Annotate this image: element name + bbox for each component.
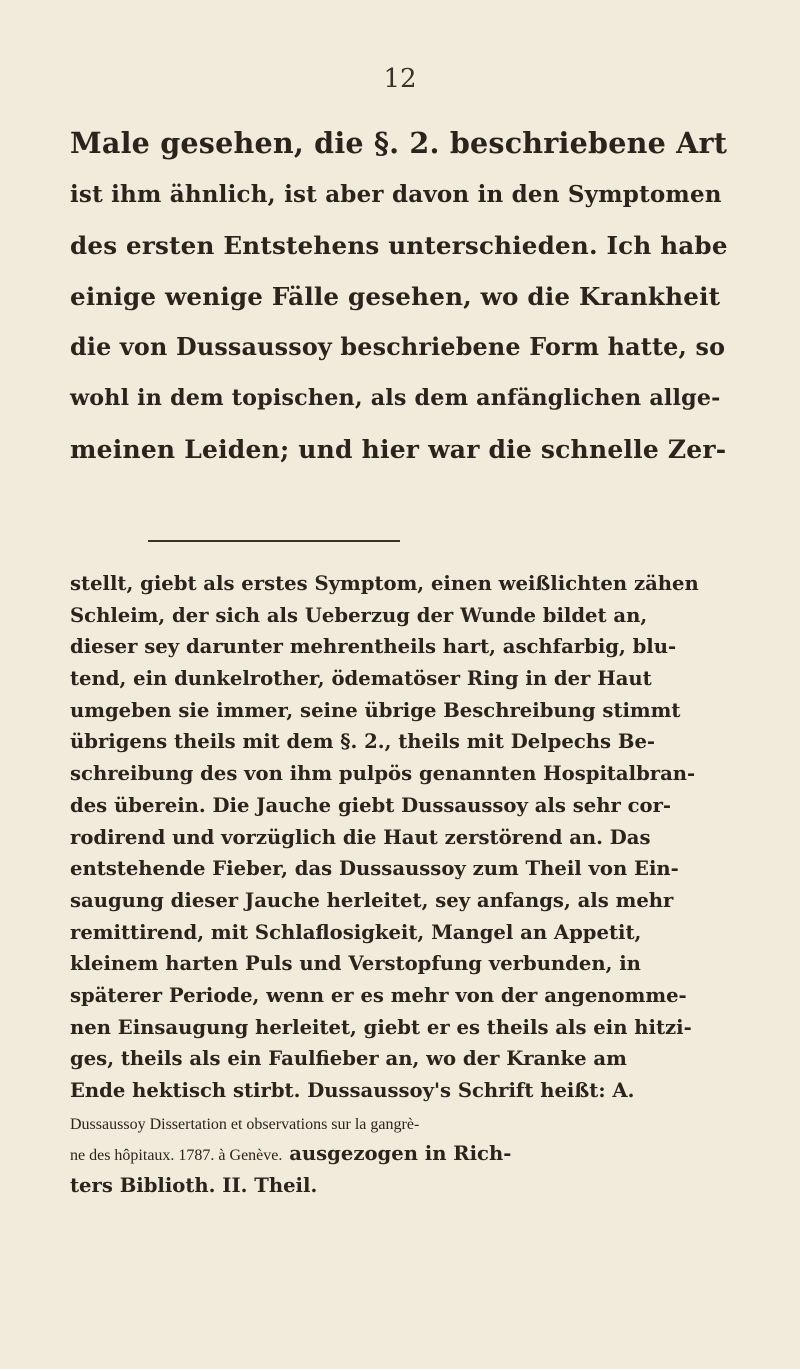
- footnote-line: tend, ein dunkelrother, ödematöser Ring in der Haut: [70, 667, 652, 691]
- footnote-line: rodirend und vorzüglich die Haut zerstörend an. Das: [70, 825, 651, 849]
- footnote-block: [70, 568, 730, 1202]
- footnote-line: dieser sey darunter mehrentheils hart, aschfarbig, blu-: [70, 635, 677, 659]
- body-line: des ersten Entstehens unterschieden. Ich habe: [70, 231, 728, 260]
- footnote-line: kleinem harten Puls und Verstopfung verbunden, in: [70, 952, 641, 976]
- footnote-line: remittirend, mit Schlaflosigkeit, Mangel an Appetit,: [70, 920, 642, 944]
- footnote-line: stellt, giebt als erstes Symptom, einen weißlichten zähen: [70, 572, 699, 595]
- footnote-line: Ende hektisch stirbt. Dussaussoy's Schrift heißt: A.: [70, 1079, 635, 1102]
- footnote-line: schreibung des von ihm pulpös genannten Hospitalbran-: [70, 762, 696, 786]
- body-line: Male gesehen, die §. 2. beschriebene Art: [70, 126, 728, 160]
- footnote-line: des überein. Die Jauche giebt Dussaussoy als sehr cor-: [70, 793, 672, 817]
- body-line: die von Dussaussoy beschriebene Form hatte, so: [70, 333, 726, 361]
- body-line: ist ihm ähnlich, ist aber davon in den Symptomen: [70, 181, 722, 208]
- footnote-line: nen Einsaugung herleitet, giebt er es theils als ein hitzi-: [70, 1015, 692, 1039]
- footnote-line: [70, 1138, 730, 1170]
- footnote-line: ges, theils als ein Faulfieber an, wo der Kranke am: [70, 1047, 627, 1071]
- footnote-line: saugung dieser Jauche herleitet, sey anfangs, als mehr: [70, 888, 674, 912]
- page-number: 12: [383, 64, 417, 94]
- footnote-line: übrigens theils mit dem §. 2., theils mit Delpechs Be-: [70, 730, 656, 754]
- body-line: einige wenige Fälle gesehen, wo die Krankheit: [70, 282, 721, 311]
- footnote-line: entstehende Fieber, das Dussaussoy zum Theil von Ein-: [70, 857, 679, 881]
- footnote-line: Schleim, der sich als Ueberzug der Wunde bildet an,: [70, 603, 648, 627]
- body-line: meinen Leiden; und hier war die schnelle Zer-: [70, 435, 727, 464]
- footnote-line: späterer Periode, wenn er es mehr von der angenomme-: [70, 983, 687, 1007]
- footnote-citation-french-tail: ne des hôpitaux. 1787. à Genève.: [70, 1147, 283, 1165]
- footnote-latin-line: [70, 1107, 730, 1139]
- footnote-citation-french: Dussaussoy Dissertation et observations sur la gangrè-: [70, 1115, 420, 1133]
- main-text-block: [70, 118, 730, 475]
- body-line: wohl in dem topischen, als dem anfänglichen allge-: [70, 385, 721, 411]
- footnote-divider: [148, 540, 400, 542]
- footnote-line: umgeben sie immer, seine übrige Beschreibung stimmt: [70, 698, 681, 722]
- footnote-citation-german: ausgezogen in Rich-: [282, 1142, 512, 1166]
- footnote-line: ters Biblioth. II. Theil.: [70, 1174, 318, 1198]
